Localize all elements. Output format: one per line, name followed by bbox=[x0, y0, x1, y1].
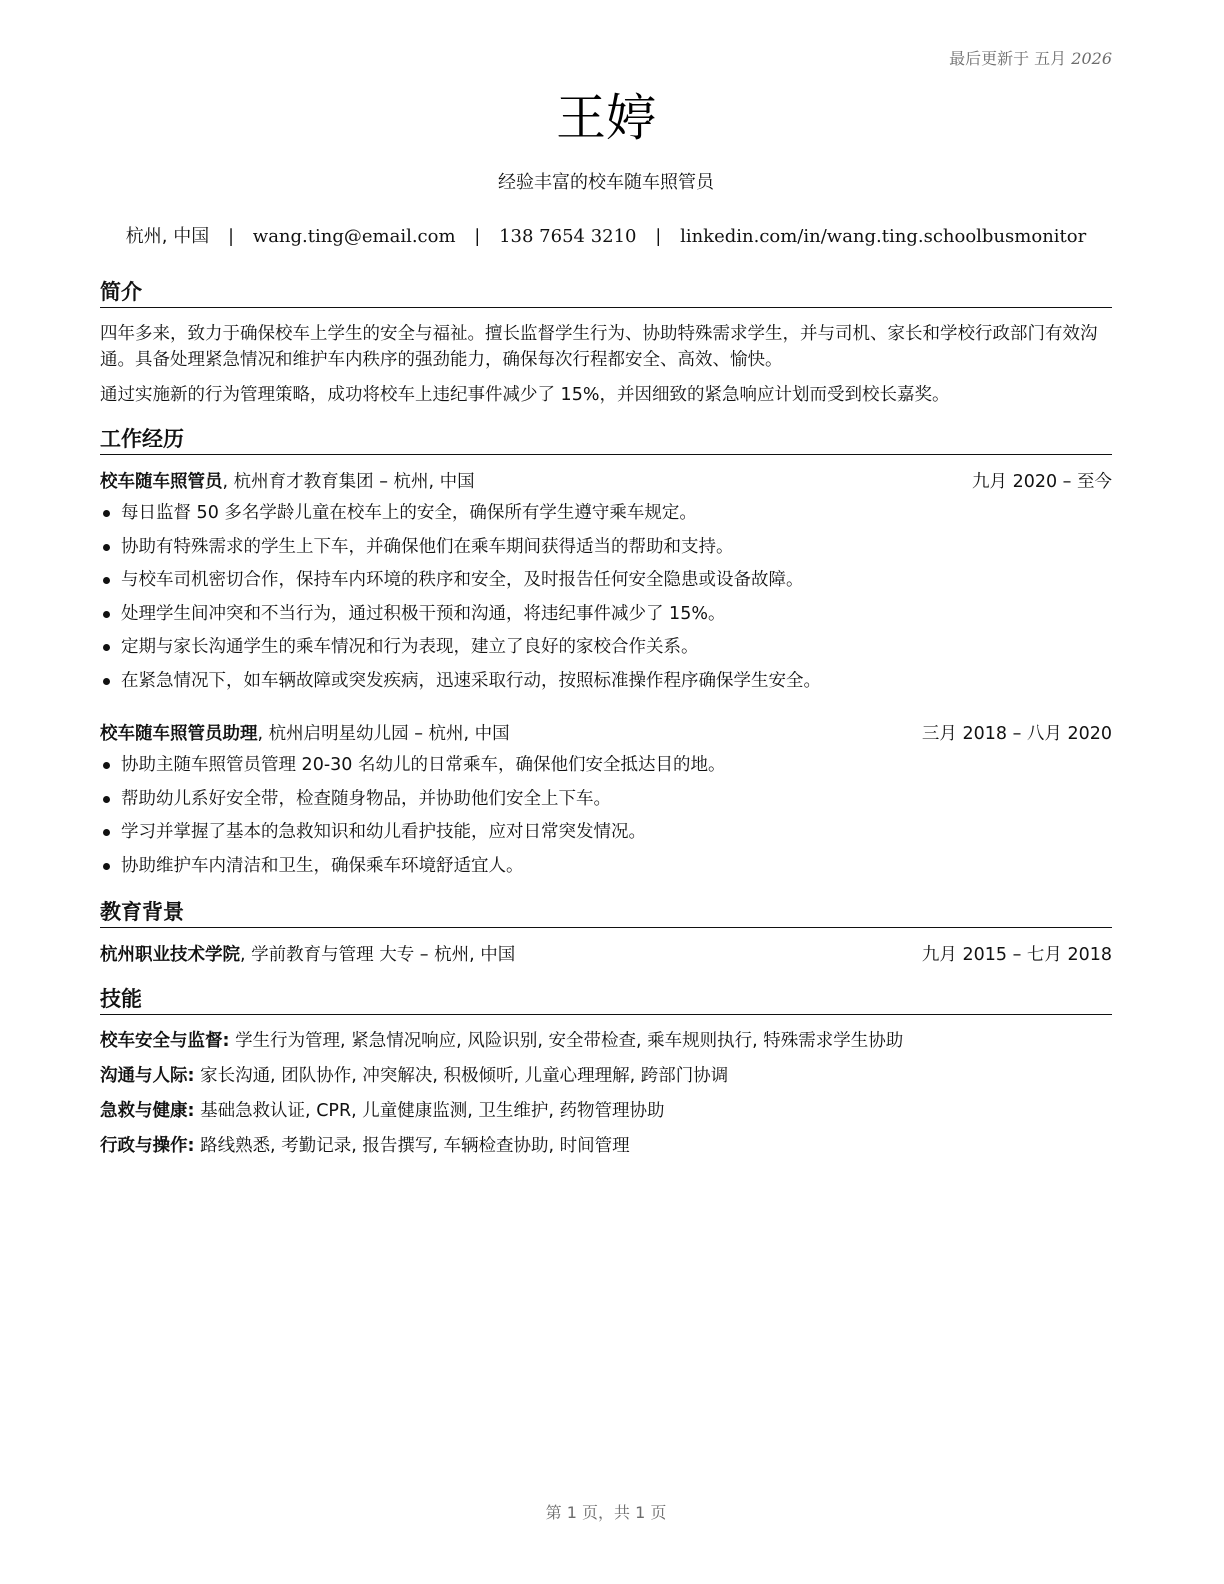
job-date: 三月 2018 – 八月 2020 bbox=[921, 724, 1112, 744]
list-item: 定期与家长沟通学生的乘车情况和行为表现，建立了良好的家校合作关系。 bbox=[100, 634, 1112, 668]
skill-row bbox=[100, 1063, 1112, 1089]
job-org: , 杭州启明星幼儿园 – 杭州, 中国 bbox=[257, 724, 510, 744]
contact-location: 杭州, 中国 bbox=[125, 226, 210, 247]
list-item: 在紧急情况下，如车辆故障或突发疾病，迅速采取行动，按照标准操作程序确保学生安全。 bbox=[100, 668, 1112, 702]
candidate-headline: 经验丰富的校车随车照管员 bbox=[498, 172, 714, 193]
skill-category: 急救与健康: bbox=[100, 1101, 195, 1121]
contact-separator: | bbox=[655, 226, 662, 247]
job-bullets bbox=[100, 500, 1112, 702]
list-item: 与校车司机密切合作，保持车内环境的秩序和安全，及时报告任何安全隐患或设备故障。 bbox=[100, 567, 1112, 601]
list-item: 协助维护车内清洁和卫生，确保乘车环境舒适宜人。 bbox=[100, 853, 1112, 887]
contact-linkedin[interactable]: linkedin.com/in/wang.ting.schoolbusmonitor bbox=[680, 226, 1087, 247]
section-title-education: 教育背景 bbox=[100, 898, 1112, 928]
list-item: 帮助幼儿系好安全带，检查随身物品，并协助他们安全上下车。 bbox=[100, 786, 1112, 820]
education-detail: , 学前教育与管理 大专 – 杭州, 中国 bbox=[240, 945, 516, 965]
skill-items: 学生行为管理, 紧急情况响应, 风险识别, 安全带检查, 乘车规则执行, 特殊需求学生协助 bbox=[229, 1031, 904, 1051]
skill-category: 行政与操作: bbox=[100, 1136, 195, 1156]
list-item: 学习并掌握了基本的急救知识和幼儿看护技能，应对日常突发情况。 bbox=[100, 819, 1112, 853]
last-updated-year: 2026 bbox=[1071, 49, 1112, 68]
list-item: 处理学生间冲突和不当行为，通过积极干预和沟通，将违纪事件减少了 15%。 bbox=[100, 601, 1112, 635]
contact-separator: | bbox=[474, 226, 481, 247]
education-school: 杭州职业技术学院 bbox=[100, 945, 240, 965]
skill-category: 校车安全与监督: bbox=[100, 1031, 230, 1051]
skill-row bbox=[100, 1133, 1112, 1159]
section-title-summary: 简介 bbox=[100, 278, 1112, 308]
job-date: 九月 2020 – 至今 bbox=[972, 472, 1112, 492]
section-title-skills: 技能 bbox=[100, 985, 1112, 1015]
summary-paragraph: 四年多来，致力于确保校车上学生的安全与福祉。擅长监督学生行为、协助特殊需求学生，并与司机、家长和学校行政部门有效沟通。具备处理紧急情况和维护车内秩序的强劲能力，确保每次行程都安全、高效、愉快。 bbox=[100, 324, 1098, 370]
page-number: 第 1 页，共 1 页 bbox=[545, 1503, 667, 1522]
list-item: 每日监督 50 多名学龄儿童在校车上的安全，确保所有学生遵守乘车规定。 bbox=[100, 500, 1112, 534]
list-item: 协助有特殊需求的学生上下车，并确保他们在乘车期间获得适当的帮助和支持。 bbox=[100, 534, 1112, 568]
job-org: , 杭州育才教育集团 – 杭州, 中国 bbox=[222, 472, 475, 492]
skill-row bbox=[100, 1028, 1112, 1054]
skill-category: 沟通与人际: bbox=[100, 1066, 195, 1086]
job-header bbox=[100, 721, 1112, 747]
resume-page bbox=[100, 0, 1112, 1584]
last-updated-label: 最后更新于 五月 bbox=[949, 49, 1067, 68]
list-item: 协助主随车照管员管理 20-30 名幼儿的日常乘车，确保他们安全抵达目的地。 bbox=[100, 752, 1112, 786]
contact-line bbox=[100, 224, 1112, 250]
job-header bbox=[100, 469, 1112, 495]
education-date: 九月 2015 – 七月 2018 bbox=[921, 945, 1112, 965]
skill-items: 家长沟通, 团队协作, 冲突解决, 积极倾听, 儿童心理理解, 跨部门协调 bbox=[194, 1066, 729, 1086]
contact-separator: | bbox=[227, 226, 235, 247]
contact-email[interactable]: wang.ting@email.com bbox=[252, 226, 456, 247]
candidate-name: 王婷 bbox=[556, 89, 656, 147]
summary-achievement: 通过实施新的行为管理策略，成功将校车上违纪事件减少了 15%，并因细致的紧急响应计划而受到校长嘉奖。 bbox=[100, 385, 950, 405]
section-title-experience: 工作经历 bbox=[100, 425, 1112, 455]
skill-items: 基础急救认证, CPR, 儿童健康监测, 卫生维护, 药物管理协助 bbox=[194, 1101, 665, 1121]
job-role: 校车随车照管员 bbox=[100, 472, 223, 492]
contact-phone[interactable]: 138 7654 3210 bbox=[499, 226, 637, 247]
job-role: 校车随车照管员助理 bbox=[100, 724, 258, 744]
education-entry bbox=[100, 942, 1112, 968]
last-updated bbox=[949, 46, 1112, 69]
skill-items: 路线熟悉, 考勤记录, 报告撰写, 车辆检查协助, 时间管理 bbox=[194, 1136, 630, 1156]
job-bullets bbox=[100, 752, 1112, 886]
skill-row bbox=[100, 1098, 1112, 1124]
